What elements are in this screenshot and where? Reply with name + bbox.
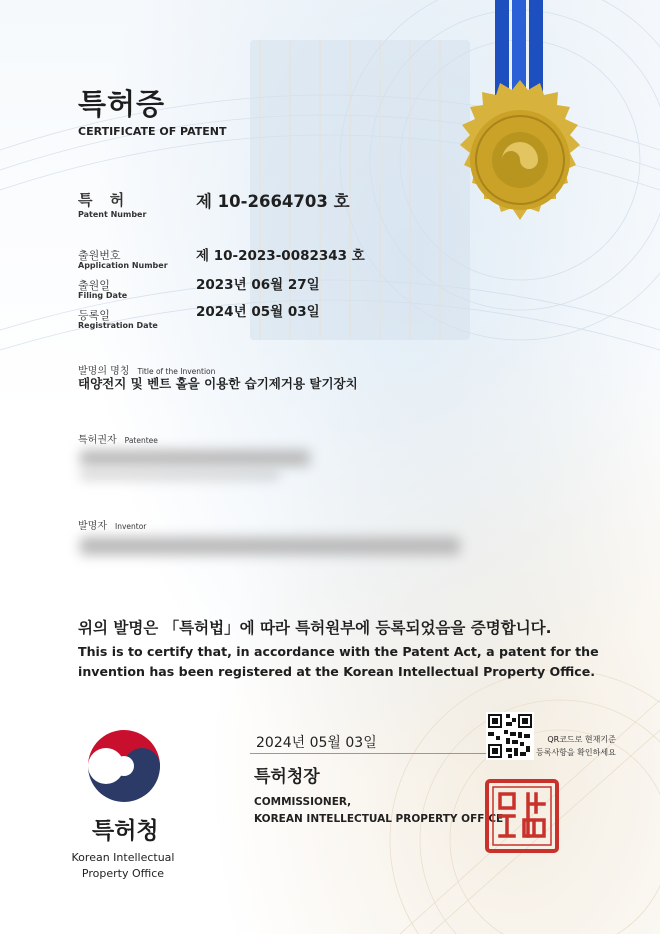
- certification-en-line-2: invention has been registered at the Korean Intellectual Property Office.: [78, 664, 596, 679]
- issue-date: 2024년 05월 03일: [256, 735, 377, 751]
- certificate-title-en: CERTIFICATE OF PATENT: [78, 125, 227, 138]
- inventor-label-ko: 발명자: [78, 521, 107, 532]
- qr-code-icon[interactable]: [486, 712, 534, 760]
- invention-label-ko: 발명의 명칭: [78, 366, 130, 377]
- registration-date-label: 등록일: [78, 309, 110, 322]
- kipo-logo-text: 특허청: [92, 818, 159, 844]
- inventor-label-en: Inventor: [114, 522, 147, 531]
- patentee-label: [78, 428, 158, 447]
- gold-seal-icon: [438, 0, 608, 250]
- filing-date-label-en: Filing Date: [78, 291, 128, 300]
- certificate-title: 특허증: [78, 87, 166, 121]
- commissioner-title-en: [254, 794, 503, 828]
- registration-date-value: 2024년 05월 03일: [196, 304, 320, 320]
- application-number-label-en: Application Number: [78, 261, 168, 270]
- patent-number-label-en: Patent Number: [78, 210, 147, 219]
- application-number-label: 출원번호: [78, 249, 121, 262]
- official-stamp-icon: [484, 778, 560, 854]
- filing-date-value: 2023년 06월 27일: [196, 277, 320, 293]
- patentee-redacted-line-1: [80, 450, 310, 466]
- patent-number-label: 특 허: [78, 191, 131, 209]
- qr-note-line-1: QR코드로 현재기준: [547, 735, 616, 744]
- invention-label-en: Title of the Invention: [137, 367, 216, 376]
- inventor-redacted-line: [80, 537, 460, 555]
- filing-date-label: 출원일: [78, 279, 110, 292]
- certification-en-line-1: This is to certify that, in accordance with the Patent Act, a patent for the: [78, 644, 599, 659]
- registration-date-label-en: Registration Date: [78, 321, 158, 330]
- kipo-logo-text-en: Korean Intellectual Property Office: [71, 851, 175, 880]
- inventor-label: [78, 514, 146, 533]
- kipo-logo-icon: [84, 726, 164, 806]
- commissioner-title: 특허청장: [254, 767, 320, 787]
- signature-line: [250, 753, 500, 754]
- commissioner-en-line-2: KOREAN INTELLECTUAL PROPERTY OFFICE: [254, 813, 504, 825]
- patent-number-value: 제 10-2664703 호: [196, 192, 350, 211]
- patentee-label-en: Patentee: [124, 436, 158, 445]
- application-number-value: 제 10-2023-0082343 호: [196, 248, 365, 264]
- certification-statement-ko: 위의 발명은 「특허법」에 따라 특허원부에 등록되었음을 증명합니다.: [78, 619, 552, 637]
- qr-note-line-2: 등록사항을 확인하세요: [536, 748, 616, 757]
- patentee-redacted-line-2: [80, 470, 280, 480]
- patentee-label-ko: 특허권자: [78, 435, 117, 446]
- invention-title: 태양전지 및 벤트 홀을 이용한 습기제거용 탈기장치: [78, 376, 358, 391]
- qr-note: [536, 733, 616, 759]
- certification-statement-en: [78, 642, 599, 682]
- commissioner-en-line-1: COMMISSIONER,: [254, 796, 352, 808]
